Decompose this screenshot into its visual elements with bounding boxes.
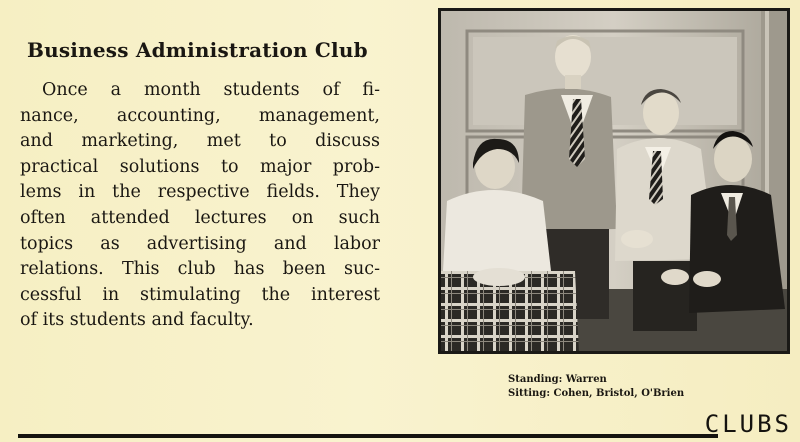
group-photo-illustration — [439, 9, 789, 353]
article-title: Business Administration Club — [27, 38, 368, 62]
caption-sitting: Sitting: Cohen, Bristol, O'Brien — [508, 388, 685, 399]
body-line: Once a month students of fi- — [42, 80, 380, 100]
caption-standing: Standing: Warren — [508, 374, 607, 385]
body-line: often attended lectures on such — [20, 207, 380, 228]
footer-rule — [18, 434, 718, 438]
body-line: practical solutions to major prob- — [20, 156, 380, 177]
body-line: nance, accounting, management, — [20, 105, 380, 126]
article-body — [20, 78, 380, 334]
section-label: CLUBS — [704, 410, 792, 438]
body-line: topics as advertising and labor — [20, 233, 380, 254]
body-line: lems in the respective fields. They — [20, 182, 380, 203]
body-line: relations. This club has been suc- — [20, 259, 380, 280]
group-photo — [438, 8, 790, 354]
body-line: cessful in stimulating the interest — [20, 284, 380, 305]
body-line: of its students and faculty. — [20, 310, 254, 331]
body-line: and marketing, met to discuss — [20, 131, 380, 152]
photo-caption — [508, 373, 684, 401]
